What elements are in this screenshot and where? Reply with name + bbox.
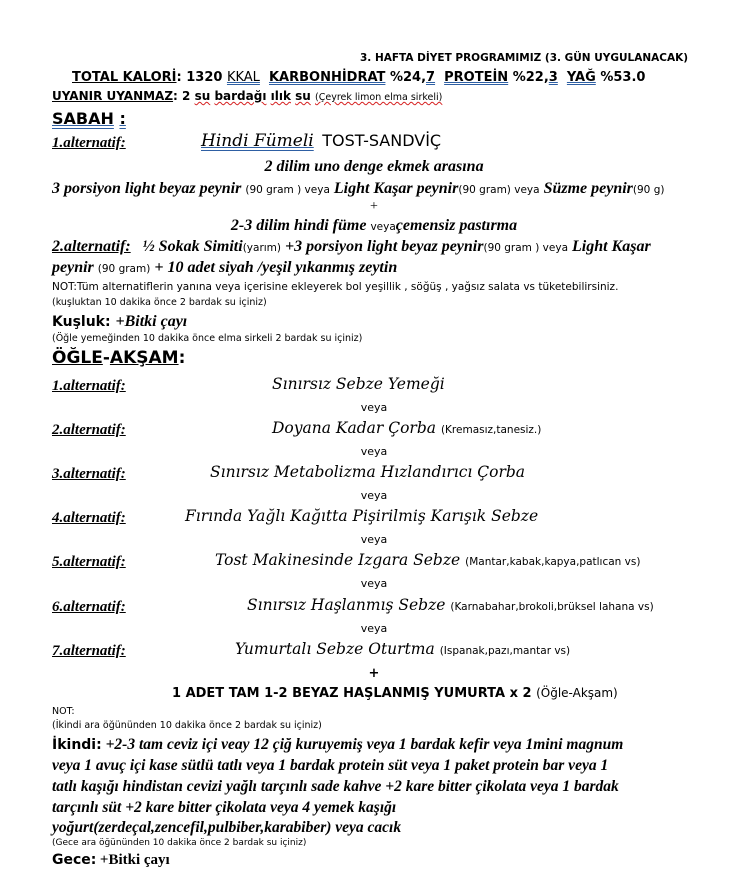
program-title: 3. HAFTA DİYET PROGRAMIMIZ (3. GÜN UYGULANACAK) (360, 52, 689, 64)
veya-separator: veya (360, 533, 388, 546)
gece-colon: : (90, 852, 97, 868)
peynir: peynir (52, 259, 94, 276)
carb-value-decimal: 7 (426, 70, 436, 85)
suzme-peynir: Süzme peynir (543, 180, 633, 197)
alt-dish (235, 640, 570, 658)
alt-dish (272, 419, 541, 437)
veya-small: veya (370, 221, 396, 233)
egg-note: (Öğle-Akşam) (536, 686, 618, 700)
gece-line (52, 852, 170, 869)
ikindi-line: veya 1 avuç içi kase sütlü tatlı veya 1 bardak protein süt veya 1 paket protein bar veya 1 (52, 757, 609, 774)
sabah-note2: (kuşluktan 10 dakika önce 2 bardak su içiniz) (52, 297, 267, 308)
veya-separator: veya (360, 622, 388, 635)
plus-sign: + (370, 199, 378, 214)
veya-separator: veya (360, 445, 388, 458)
egg-text: 1 ADET TAM 1-2 BEYAZ HAŞLANMIŞ YUMURTA x 2 (172, 686, 532, 701)
alt-label: 5.alternatif: (52, 554, 126, 570)
beyaz-peynir: +3 porsiyon light beyaz peynir (285, 238, 484, 255)
ikindi-line-1 (52, 736, 623, 754)
ogle-alt-row (52, 377, 202, 395)
wakeup-label: UYANIR UYANMAZ (52, 89, 174, 103)
dish-name: Doyana Kadar Çorba (272, 419, 436, 437)
hindi-fume: 2-3 dilim hindi füme (230, 217, 367, 234)
alt-label: 6.alternatif: (52, 599, 126, 615)
alt-label: 1.alternatif: (52, 135, 126, 151)
kasar-peynir: Light Kaşar (572, 238, 651, 255)
ikindi-text: +2-3 tam ceviz içi veay 12 çiğ kuruyemiş veya 1 bardak kefir veya 1mini magnum (105, 736, 624, 753)
veya-separator: veya (360, 489, 388, 502)
portion-note: (90 g) (632, 184, 665, 196)
ogle-alt-row (52, 642, 202, 660)
alt-label: 3.alternatif: (52, 466, 126, 482)
kusluk-text: +Bitki çayı (115, 313, 188, 330)
portion-note: (yarım) (242, 242, 282, 254)
dish-name: Sınırsız Metabolizma Hızlandırıcı Çorba (210, 463, 526, 481)
kcal-unit: KKAL (226, 70, 260, 85)
wakeup-ilik: ılık (270, 89, 291, 103)
alt-label: 4.alternatif: (52, 510, 126, 526)
gece-label: Gece (52, 852, 91, 868)
alt-dish (185, 507, 538, 525)
dish-note: (Ispanak,pazı,mantar vs) (439, 645, 571, 657)
sabah-colon: : (119, 109, 126, 128)
dish-name: Sınırsız Haşlanmış Sebze (247, 596, 446, 614)
egg-line (172, 686, 618, 701)
kusluk-note: (Öğle yemeğinden 10 dakika önce elma sirkeli 2 bardak su içiniz) (52, 333, 363, 344)
fat-label: YAĞ (566, 70, 596, 85)
total-calorie-value: : 1320 (176, 70, 223, 85)
wakeup-line (52, 89, 442, 103)
alt-dish (272, 375, 445, 393)
dish-name-b: TOST-SANDVİÇ (322, 131, 442, 150)
ogle-note: (İkindi ara öğününden 10 dakika önce 2 bardak su içiniz) (52, 720, 322, 731)
sabah-title: SABAH (52, 109, 114, 128)
pastirma: çemensiz pastırma (395, 217, 518, 234)
alt-dish (210, 463, 525, 481)
aksam-title: AKŞAM (109, 348, 179, 368)
title-colon: : (178, 348, 186, 368)
macro-summary (72, 70, 645, 85)
alt-dish (247, 596, 654, 614)
ogle-alt-row (52, 465, 202, 483)
alt-label: 2.alternatif: (52, 422, 126, 438)
ikindi-note: (Gece ara öğününden 10 dakika önce 2 bardak su içiniz) (52, 838, 307, 848)
sabah-note: NOT:Tüm alternatiflerin yanına veya içerisine ekleyerek bol yeşillik , söğüş , yağsız salata vs tüketebilirsiniz. (52, 281, 619, 293)
ikindi-line: tarçınlı süt +2 kare bitter çikolata veya 4 yemek kaşığı (52, 799, 397, 816)
dish-name: Yumurtalı Sebze Oturtma (235, 640, 435, 658)
wakeup-note: (Çeyrek limon elma sirkeli) (315, 92, 443, 103)
alt-label: 7.alternatif: (52, 643, 126, 659)
simit: ½ Sokak Simiti (142, 238, 243, 255)
carb-value: %24, (389, 70, 427, 85)
ogle-alt-row (52, 509, 202, 527)
sabah-alt1-row (52, 134, 202, 152)
sabah-alt2-line2 (52, 259, 397, 277)
total-calorie-label: TOTAL KALORİ (72, 70, 177, 85)
alt-label: 1.alternatif: (52, 378, 126, 394)
dish-note: (Mantar,kabak,kapya,patlıcan vs) (465, 556, 641, 568)
sabah-alt1-line2 (52, 180, 664, 198)
ikindi-line: yoğurt(zerdeçal,zencefil,pulbiber,karabiber) veya cacık (52, 819, 402, 836)
wakeup-bardagi: bardağı (214, 89, 267, 103)
sabah-alt1-dish (201, 131, 441, 151)
protein-label: PROTEİN (444, 70, 509, 85)
sabah-alt2-line1 (52, 238, 651, 256)
dish-name: Sınırsız Sebze Yemeği (272, 375, 445, 393)
beyaz-peynir: 3 porsiyon light beyaz peynir (52, 180, 242, 197)
alt-dish (215, 551, 640, 569)
wakeup-su2: su (295, 89, 311, 103)
dish-name: Fırında Yağlı Kağıtta Pişirilmiş Karışık Sebze (185, 507, 539, 525)
title-dash: - (102, 348, 110, 368)
ogle-alt-row (52, 421, 202, 439)
protein-value: %22, (512, 70, 549, 85)
gece-text: +Bitki çayı (99, 852, 170, 868)
dish-note: (Karnabahar,brokoli,brüksel lahana vs) (450, 601, 654, 613)
portion-note: (90 gram) veya (458, 184, 540, 196)
sabah-alt1-line3 (0, 217, 748, 235)
wakeup-text: : 2 (173, 89, 191, 103)
ogle-aksam-heading (52, 348, 185, 368)
sabah-heading (52, 109, 126, 128)
ogle-title: ÖĞLE (52, 348, 103, 368)
ogle-alt-row (52, 553, 202, 571)
kusluk-label: Kuşluk (52, 314, 105, 330)
fat-value: %53.0 (600, 70, 646, 85)
kusluk-line: Kuşluk: +Bitki çayı (52, 313, 188, 330)
portion-note: (90 gram) (97, 263, 151, 275)
sabah-alt1-line1: 2 dilim uno denge ekmek arasına (264, 158, 484, 175)
carb-label: KARBONHİDRAT (268, 70, 386, 85)
plus-sign: + (368, 666, 380, 681)
portion-note: (90 gram ) veya (245, 184, 330, 196)
dish-name-a: Hindi Fümeli (201, 131, 314, 151)
alt-label: 2.alternatif: (52, 238, 131, 255)
zeytin: + 10 adet siyah /yeşil yıkanmış zeytin (154, 259, 398, 276)
dish-name: Tost Makinesinde Izgara Sebze (215, 551, 461, 569)
protein-value-decimal: 3 (548, 70, 558, 85)
ikindi-line: tatlı kaşığı hindistan cevizi yağlı tarçınlı sade kahve +2 kare bitter çikolata veya 1 bardak (52, 778, 619, 795)
ikindi-label: İkindi: (52, 737, 102, 753)
veya-separator: veya (360, 577, 388, 590)
veya-separator: veya (360, 401, 388, 414)
dish-note: (Kremasız,tanesiz.) (440, 424, 542, 436)
ogle-not-label: NOT: (52, 706, 75, 717)
wakeup-su: su (194, 89, 211, 103)
ogle-alt-row (52, 598, 202, 616)
kasar-peynir: Light Kaşar peynir (333, 180, 459, 197)
portion-note: (90 gram ) veya (483, 242, 569, 254)
